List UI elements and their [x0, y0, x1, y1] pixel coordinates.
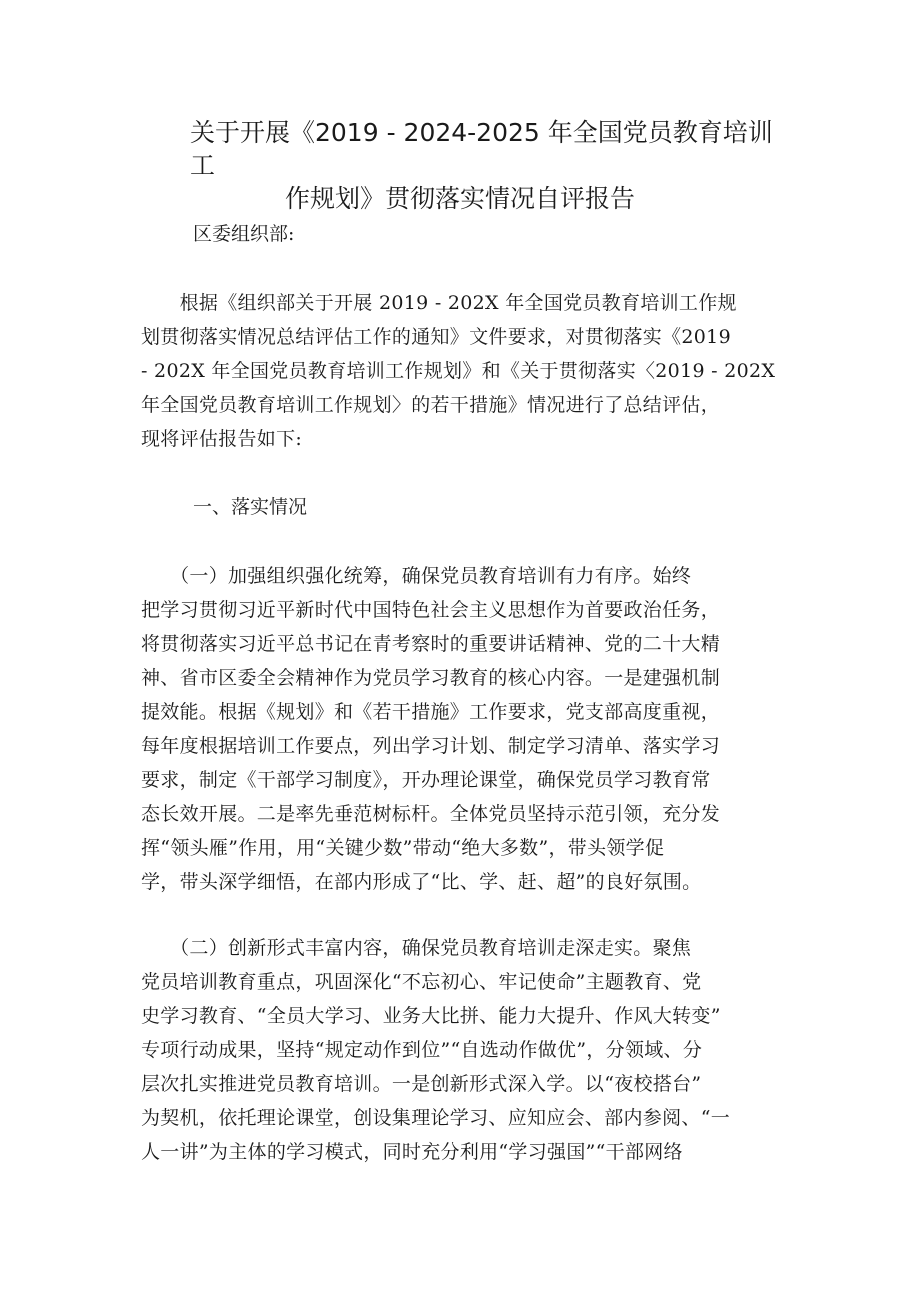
paragraph-section-1	[141, 559, 796, 899]
paragraph-line: 年全国党员教育培训工作规划〉的若干措施》情况进行了总结评估，	[141, 394, 721, 416]
document-title	[190, 116, 790, 215]
paragraph-line: 人一讲”为主体的学习模式，同时充分利用“学习强国”“干部网络	[141, 1141, 683, 1163]
paragraph-line: 态长效开展。二是率先垂范树标杆。全体党员坚持示范引领，充分发	[141, 803, 721, 825]
paragraph-intro	[141, 286, 796, 456]
title-line-2: 作规划》贯彻落实情况自评报告	[285, 184, 636, 213]
paragraph-line: 每年度根据培训工作要点，列出学习计划、制定学习清单、落实学习	[141, 735, 721, 757]
paragraph-line: 为契机，依托理论课堂，创设集理论学习、应知应会、部内参阅、“一	[141, 1107, 731, 1129]
paragraph-line: 挥“领头雁”作用，用“关键少数”带动“绝大多数”，带头领学促	[141, 837, 665, 859]
paragraph-line: - 202X 年全国党员教育培训工作规划》和《关于贯彻落实〈2019 - 202X	[141, 360, 776, 382]
paragraph-line: 学，带头深学细悟，在部内形成了“比、学、赶、超”的良好氛围。	[141, 871, 702, 893]
paragraph-line: 把学习贯彻习近平新时代中国特色社会主义思想作为首要政治任务，	[141, 599, 721, 621]
paragraph-line: 提效能。根据《规划》和《若干措施》工作要求，党支部高度重视，	[141, 701, 721, 723]
paragraph-line: 专项行动成果，坚持“规定动作到位”“自选动作做优”，分领域、分	[141, 1039, 703, 1061]
paragraph-line: 神、省市区委全会精神作为党员学习教育的核心内容。一是建强机制	[141, 667, 721, 689]
paragraph-section-2	[141, 931, 796, 1169]
section-heading: 一、落实情况	[193, 496, 308, 518]
paragraph-line: 党员培训教育重点，巩固深化“不忘初心、牢记使命”主题教育、党	[141, 971, 702, 993]
paragraph-line: （二）创新形式丰富内容，确保党员教育培训走深走实。聚焦	[141, 937, 692, 959]
paragraph-line: 划贯彻落实情况总结评估工作的通知》文件要求，对贯彻落实《2019	[141, 326, 731, 348]
addressee: 区委组织部:	[193, 223, 295, 245]
paragraph-line: 层次扎实推进党员教育培训。一是创新形式深入学。以“夜校搭台”	[141, 1073, 702, 1095]
paragraph-line: （一）加强组织强化统筹，确保党员教育培训有力有序。始终	[141, 565, 692, 587]
title-line-1: 关于开展《2019 - 2024-2025 年全国党员教育培训工	[190, 118, 773, 180]
paragraph-line: 要求，制定《干部学习制度》，开办理论课堂，确保党员学习教育常	[141, 769, 711, 791]
paragraph-line: 现将评估报告如下:	[141, 428, 303, 450]
paragraph-line: 将贯彻落实习近平总书记在青考察时的重要讲话精神、党的二十大精	[141, 633, 721, 655]
paragraph-line: 根据《组织部关于开展 2019 - 202X 年全国党员教育培训工作规	[141, 292, 737, 314]
paragraph-line: 史学习教育、“全员大学习、业务大比拼、能力大提升、作风大转变”	[141, 1005, 721, 1027]
